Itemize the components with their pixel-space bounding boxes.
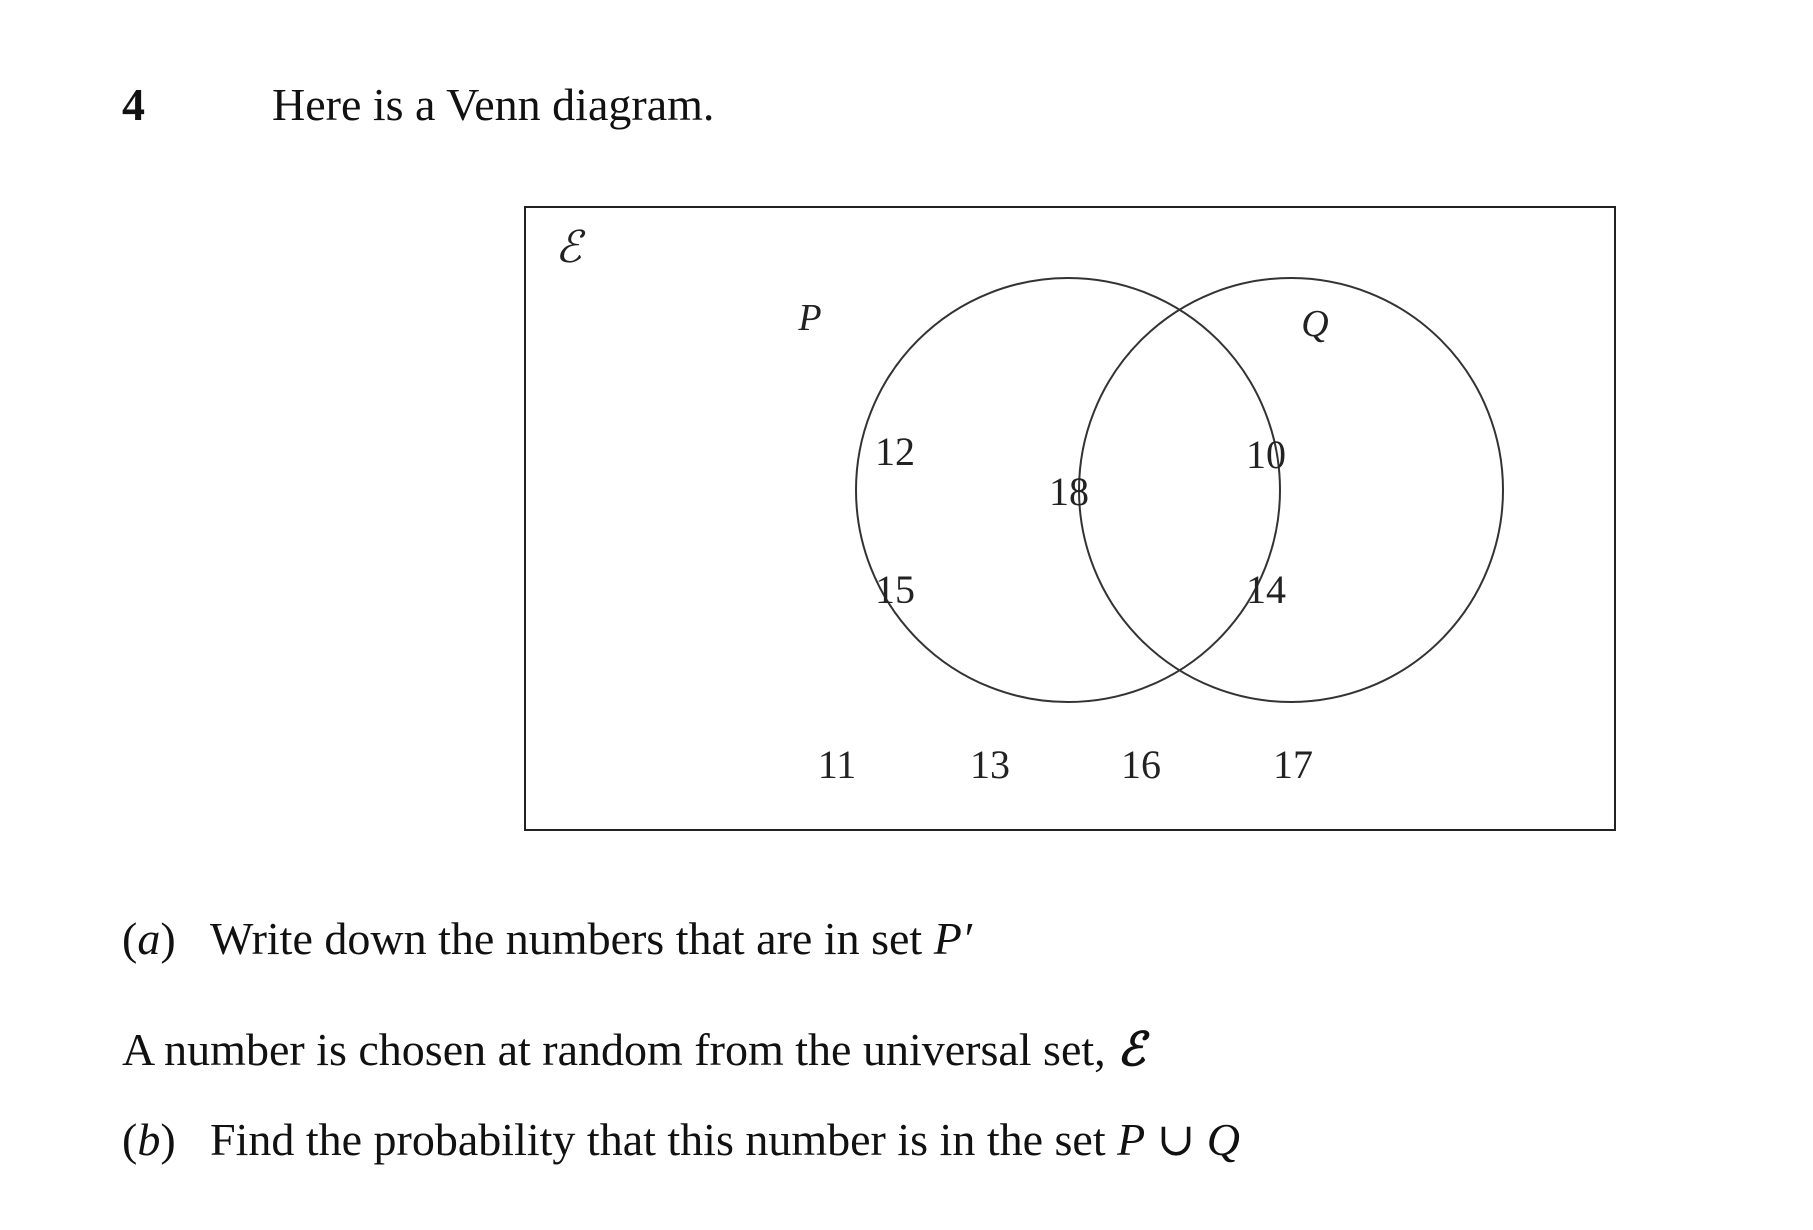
universal-set-symbol: ℰ <box>555 223 582 272</box>
p-only-value: 12 <box>875 429 915 474</box>
union-symbol: ∪ <box>1145 1114 1207 1165</box>
outside-value: 11 <box>817 742 857 787</box>
set-q-inline: Q <box>1206 1114 1241 1165</box>
outside-value: 13 <box>970 742 1010 787</box>
set-p-label: P <box>798 297 822 339</box>
outside-value: 17 <box>1273 742 1313 787</box>
part-a-label: (a) <box>122 913 176 964</box>
question-intro: Here is a Venn diagram. <box>272 79 715 130</box>
q-only-value: 10 <box>1246 432 1286 477</box>
universal-set-symbol-inline: ℰ <box>1117 1022 1146 1076</box>
set-q-label: Q <box>1301 303 1329 345</box>
part-b-label: (b) <box>122 1114 176 1165</box>
part-a-text: Write down the numbers that are in set <box>210 913 934 964</box>
p-only-value: 15 <box>875 567 915 612</box>
set-p-complement: P′ <box>933 913 972 964</box>
question-stem <box>122 1022 1145 1076</box>
part-b <box>122 1112 1240 1166</box>
part-a <box>122 912 972 965</box>
part-b-text: Find the probability that this number is in the set <box>210 1114 1118 1165</box>
universal-set-box <box>525 207 1615 830</box>
set-p-inline: P <box>1117 1114 1146 1165</box>
stem-text: A number is chosen at random from the universal set, <box>122 1024 1118 1075</box>
intersection-value: 18 <box>1049 469 1089 514</box>
outside-value: 16 <box>1121 742 1161 787</box>
venn-diagram <box>500 200 1640 840</box>
question-number: 4 <box>122 79 145 130</box>
q-only-value: 14 <box>1246 567 1286 612</box>
